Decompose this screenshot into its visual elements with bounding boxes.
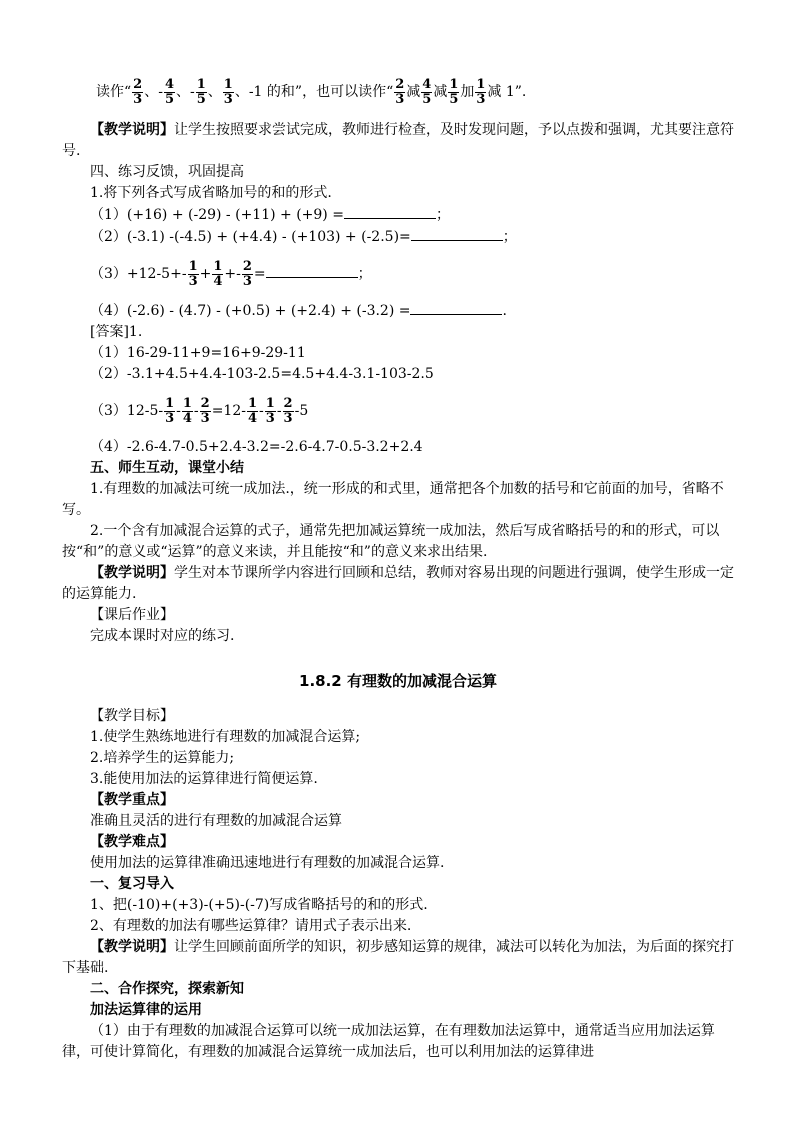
- difficulty-label: 【教学难点】: [90, 834, 174, 850]
- key-text: 准确且灵活的进行有理数的加减混合运算: [90, 813, 342, 829]
- fraction: $\frac{2}{3}$: [395, 76, 405, 107]
- teaching-note: 【教学说明】学生对本节课所学内容进行回顾和总结，教师对容易出现的问题进行强调，使学生形成一定的运算能力.: [62, 565, 734, 602]
- homework-label: 【课后作业】: [90, 607, 174, 623]
- lesson-title: 1.8.2 有理数的加减混合运算: [299, 672, 497, 690]
- document-page: [62, 72, 734, 1063]
- homework-text: 完成本课时对应的练习.: [90, 628, 235, 644]
- fraction: $\frac{2}{3}$: [283, 395, 293, 426]
- fraction: $\frac{1}{3}$: [188, 258, 198, 289]
- answer-blank: [410, 300, 502, 315]
- teaching-note: 【教学说明】让学生回顾前面所学的知识，初步感知运算的规律，减法可以转化为加法，为后面的探究打下基础.: [62, 939, 734, 976]
- fraction: $\frac{1}{3}$: [265, 395, 275, 426]
- difficulty-text: 使用加法的运算律准确迅速地进行有理数的加减混合运算.: [90, 855, 445, 871]
- sub-heading: 加法运算律的运用: [90, 1002, 202, 1018]
- answer-item: （4）-2.6-4.7-0.5+2.4-3.2=-2.6-4.7-0.5-3.2+2.4: [90, 439, 423, 455]
- exercise-title: 1.将下列各式写成省略加号的和的形式.: [90, 185, 332, 201]
- answer-title: [答案]1.: [90, 324, 143, 340]
- fraction: $\frac{2}{3}$: [242, 258, 252, 289]
- goal-item: 2.培养学生的运算能力;: [90, 750, 235, 766]
- section-heading: 五、师生互动，课堂小结: [90, 460, 244, 476]
- fraction: $\frac{1}{3}$: [223, 76, 233, 107]
- fraction: $\frac{1}{3}$: [476, 76, 486, 107]
- exercise-item: （2）(-3.1) -(-4.5) + (+4.4) - (+103) + (-2.5)= ；: [62, 226, 734, 248]
- summary-paragraph: 1.有理数的加减法可统一成加法.，统一形成的和式里，通常把各个加数的括号和它前面的加号，省略不写。: [62, 481, 724, 518]
- answer-blank: [411, 226, 503, 241]
- answer-blank: [344, 204, 436, 219]
- answer-item: （1）16-29-11+9=16+9-29-11: [90, 345, 306, 361]
- fraction: $\frac{1}{5}$: [196, 76, 206, 107]
- fraction: $\frac{4}{5}$: [422, 76, 432, 107]
- explore-paragraph: （1）由于有理数的加减混合运算可以统一成加法运算，在有理数加法运算中，通常适当应用加法运算律，可使计算简化，有理数的加减混合运算统一成加法后，也可以利用加法的运算律进: [62, 1023, 715, 1060]
- fraction: $\frac{1}{5}$: [449, 76, 459, 107]
- goals-label: 【教学目标】: [90, 708, 174, 724]
- review-item: 1、把(-10)+(+3)-(+5)-(-7)写成省略括号的和的形式.: [90, 897, 428, 913]
- fraction: $\frac{1}{4}$: [213, 258, 223, 289]
- key-label: 【教学重点】: [90, 792, 174, 808]
- fraction: $\frac{4}{5}$: [164, 76, 174, 107]
- fraction: $\frac{1}{4}$: [247, 395, 258, 426]
- review-item: 2、有理数的加法有哪些运算律？请用式子表示出来.: [90, 918, 412, 934]
- teaching-note: 【教学说明】让学生按照要求尝试完成，教师进行检查，及时发现问题，予以点拨和强调，尤其要注意符号.: [62, 122, 734, 159]
- answer-item: （3）12-5- $\frac{1}{3}$ - $\frac{1}{4}$ - $\frac{2}{3}$ =12- $\frac{1}{4}$ - $\frac{1}{3}$ - $\frac{2}{3}$ -5: [90, 395, 309, 426]
- fraction: $\frac{2}{3}$: [200, 395, 210, 426]
- goal-item: 1.使学生熟练地进行有理数的加减混合运算;: [90, 729, 361, 745]
- fraction: $\frac{1}{4}$: [182, 395, 192, 426]
- exercise-item: （3）+12-5+- $\frac{1}{3}$ + $\frac{1}{4}$ +- $\frac{2}{3}$ = ；: [90, 258, 372, 289]
- read-as-line: 读作“ $\frac{2}{3}$ 、- $\frac{4}{5}$ 、- $\frac{1}{5}$ 、 $\frac{1}{3}$ 、-1 的和”，也可以读作“ $\frac{2}{3}$ 减 $\frac{4}{5}$ 减 $\frac{1}{5}$ 加 $\frac{1}{3}$ 减 1”.: [96, 76, 527, 107]
- goal-item: 3.能使用加法的运算律进行简便运算.: [90, 771, 318, 787]
- answer-item: （2）-3.1+4.5+4.4-103-2.5=4.5+4.4-3.1-103-2.5: [90, 366, 434, 382]
- fraction: $\frac{1}{3}$: [165, 395, 175, 426]
- section-heading: 一、复习导入: [90, 876, 174, 892]
- answer-blank: [266, 263, 358, 278]
- section-heading: 二、合作探究，探索新知: [90, 981, 244, 997]
- section-heading: 四、练习反馈，巩固提高: [90, 164, 244, 180]
- text: 读作“: [96, 84, 132, 100]
- exercise-item: （1）(+16) + (-29) - (+11) + (+9) = ；: [62, 204, 734, 226]
- summary-paragraph: 2.一个含有加减混合运算的式子，通常先把加减运算统一成加法，然后写成省略括号的和的形式，可以按“和”的意义或“运算”的意义来读，并且能按“和”的意义来求出结果.: [62, 523, 720, 560]
- fraction: $\frac{2}{3}$: [133, 76, 143, 107]
- exercise-item: （4）(-2.6) - (4.7) - (+0.5) + (+2.4) + (-3.2) = .: [62, 300, 734, 322]
